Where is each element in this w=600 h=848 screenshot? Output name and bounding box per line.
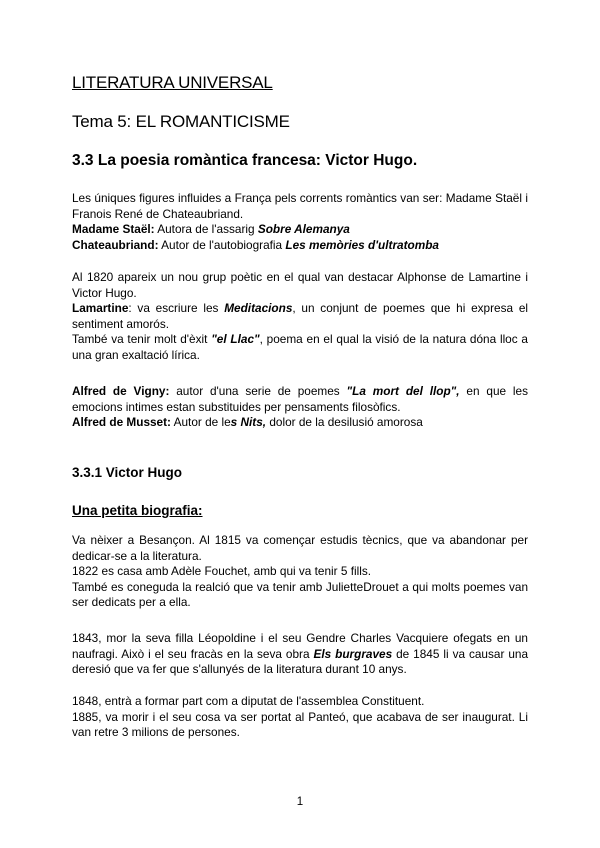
vigny-work: "La mort del llop", bbox=[346, 384, 460, 398]
lamartine-text-2: , un conjunt de poemes que hi expresa el sentiment amorós. bbox=[72, 301, 528, 331]
bio-1843-work: Els burgraves bbox=[313, 646, 393, 661]
page-number: 1 bbox=[296, 796, 304, 808]
vigny-text-2: en que les emocions intimes estan substituides per pensaments filosòfics. bbox=[72, 384, 528, 414]
musset-work: s Nits, bbox=[230, 415, 267, 430]
vigny-name: Alfred de Vigny: bbox=[72, 384, 170, 398]
bio-1843-text-1: 1843, mor la seva filla Léopoldine i el seu Gendre Charles Vacquiere ofegats en un naufragi. Això i el seu fracàs en la seva obra bbox=[72, 631, 528, 661]
bio-1885: 1885, va morir i el seu cosa va ser portat al Panteó, que acabava de ser inaugurat. Li van retre 3 milions de persones. bbox=[72, 709, 528, 740]
intro-paragraph bbox=[72, 191, 528, 253]
bio-paragraph-1 bbox=[72, 533, 528, 611]
bio-birth: Va nèixer a Besançon. Al 1815 va començar estudis tècnics, que va abandonar per dedicar-se a la literatura. bbox=[72, 533, 528, 563]
lamartine-name: Lamartine bbox=[72, 301, 129, 316]
document-title: LITERATURA UNIVERSAL bbox=[72, 73, 273, 92]
group-line: Al 1820 apareix un nou grup poètic en el qual van destacar Alphonse de Lamartine i Victor Hugo. bbox=[72, 270, 528, 300]
musset-name: Alfred de Musset: bbox=[72, 415, 171, 430]
lac-text-2: , poema en el qual la visió de la natura dóna lloc a una gran exaltació lírica. bbox=[72, 332, 528, 362]
vigny-paragraph bbox=[72, 384, 528, 431]
bio-paragraph-2 bbox=[72, 631, 528, 678]
topic-heading: Tema 5: EL ROMANTICISME bbox=[72, 112, 290, 131]
musset-text-1: Autor de le bbox=[170, 415, 231, 430]
stael-text: Autora de l'assarig bbox=[154, 222, 258, 237]
intro-line: Les úniques figures influides a França pels corrents romàntics van ser: Madame Staël i Franois René de Chateaubriand. bbox=[72, 191, 528, 221]
lamartine-text-1: : va escriure les bbox=[128, 301, 225, 316]
bio-1848: 1848, entrà a formar part com a diputat de l'assemblea Constituent. bbox=[72, 694, 425, 708]
stael-work: Sobre Alemanya bbox=[257, 222, 350, 237]
musset-text-2: dolor de la desilusió amorosa bbox=[266, 415, 423, 430]
chateaubriand-name: Chateaubriand: bbox=[72, 237, 159, 252]
bio-paragraph-3 bbox=[72, 694, 528, 741]
section-heading: 3.3 La poesia romàntica francesa: Victor Hugo. bbox=[72, 152, 418, 169]
bio-drouet: També es coneguda la realció que va tenir amb JulietteDrouet a qui molts poemes van ser dedicats per a ella. bbox=[72, 579, 528, 610]
group-paragraph bbox=[72, 270, 528, 364]
stael-name: Madame Staël: bbox=[72, 222, 155, 237]
lac-work: "el Llac" bbox=[211, 332, 260, 347]
bio-marriage: 1822 es casa amb Adèle Fouchet, amb qui va tenir 5 fills. bbox=[72, 564, 372, 579]
chateaubriand-text: Autor de l'autobiografia bbox=[158, 237, 286, 252]
lamartine-work: Meditacions bbox=[224, 301, 293, 316]
victor-hugo-heading: 3.3.1 Victor Hugo bbox=[72, 465, 183, 480]
vigny-text-1: autor d'una serie de poemes bbox=[169, 384, 347, 398]
chateaubriand-work: Les memòries d'ultratomba bbox=[285, 237, 439, 252]
lac-text-1: També va tenir molt d'èxit bbox=[72, 332, 212, 347]
biography-heading: Una petita biografia: bbox=[72, 503, 203, 518]
bio-1843-text-2: de 1845 li va causar una deresió que va fer que s'allunyés de la literatura durant 10 anys. bbox=[72, 646, 529, 677]
